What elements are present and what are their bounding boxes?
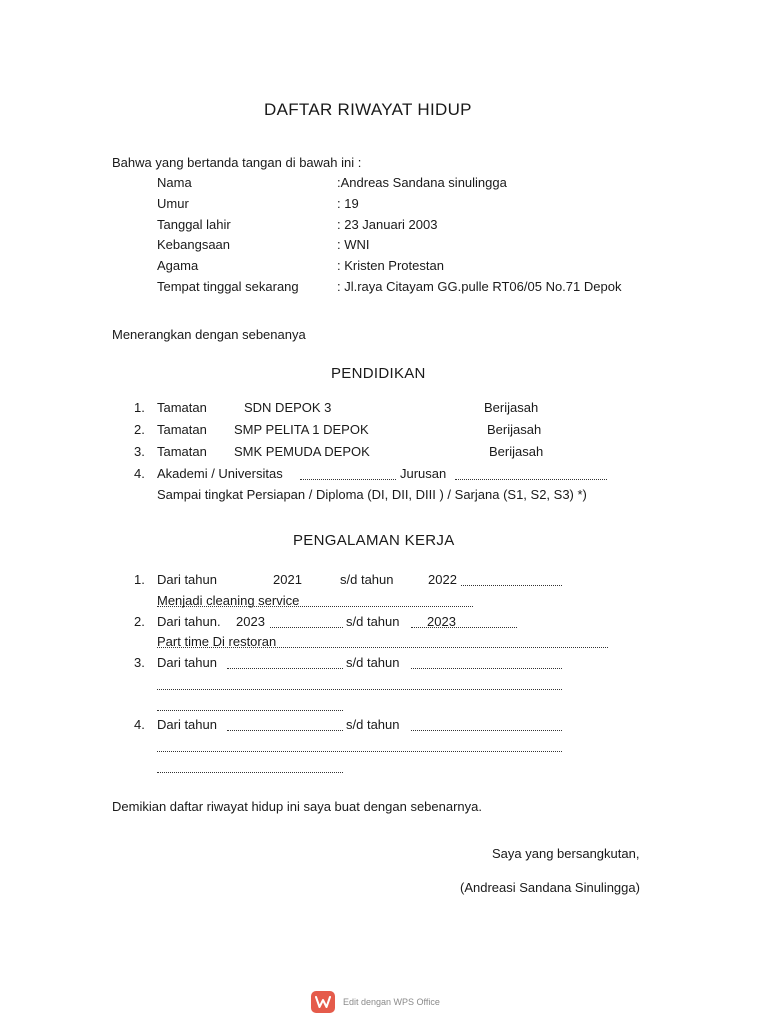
- education-label: Tamatan: [157, 400, 207, 415]
- education-label: Tamatan: [157, 422, 207, 437]
- education-university-label: Akademi / Universitas: [157, 466, 283, 481]
- education-jurusan-label: Jurusan: [400, 466, 447, 481]
- personal-label-age: Umur: [157, 196, 189, 211]
- work-to-year: 2022: [428, 572, 457, 587]
- education-label: Tamatan: [157, 444, 207, 459]
- work-blank: [270, 627, 343, 628]
- personal-value-age: : 19: [337, 196, 359, 211]
- work-heading: PENGALAMAN KERJA: [293, 532, 455, 549]
- work-description: Part time Di restoran: [157, 634, 277, 649]
- education-status: Berijasah: [484, 400, 539, 415]
- document-title: DAFTAR RIWAYAT HIDUP: [264, 100, 472, 119]
- work-to-label: s/d tahun: [346, 655, 400, 670]
- personal-label-address: Tempat tinggal sekarang: [157, 279, 299, 294]
- signature-name: (Andreasi Sandana Sinulingga): [460, 880, 640, 895]
- education-num: 1.: [134, 400, 145, 415]
- education-num: 4.: [134, 466, 145, 481]
- personal-value-religion: : Kristen Protestan: [337, 258, 444, 273]
- education-num: 2.: [134, 422, 145, 437]
- university-blank: [300, 479, 396, 480]
- work-from-label: Dari tahun: [157, 717, 217, 732]
- work-from-label: Dari tahun: [157, 655, 217, 670]
- work-from-label: Dari tahun: [157, 572, 217, 587]
- work-description: Menjadi cleaning service: [157, 593, 300, 608]
- statement-text: Menerangkan dengan sebenanya: [112, 327, 306, 342]
- work-num: 3.: [134, 655, 145, 670]
- personal-value-birthdate: : 23 Januari 2003: [337, 217, 438, 232]
- work-blank: [411, 668, 562, 669]
- wps-watermark[interactable]: [311, 991, 440, 1013]
- work-blank: [157, 710, 343, 711]
- education-heading: PENDIDIKAN: [331, 365, 426, 382]
- education-school: SMP PELITA 1 DEPOK: [234, 422, 369, 437]
- work-from-year: 2023: [236, 614, 265, 629]
- wps-logo-icon: [311, 991, 335, 1013]
- work-to-label: s/d tahun: [340, 572, 394, 587]
- personal-value-nationality: : WNI: [337, 237, 370, 252]
- education-school: SMK PEMUDA DEPOK: [234, 444, 370, 459]
- education-status: Berijasah: [489, 444, 544, 459]
- work-blank: [157, 772, 343, 773]
- personal-label-name: Nama: [157, 175, 192, 190]
- education-note: Sampai tingkat Persiapan / Diploma (DI, DII, DIII ) / Sarjana (S1, S2, S3) *): [157, 487, 587, 502]
- work-to-year: 2023: [427, 614, 456, 629]
- work-blank: [157, 647, 608, 648]
- personal-label-religion: Agama: [157, 258, 199, 273]
- wps-watermark-text: Edit dengan WPS Office: [343, 997, 440, 1007]
- personal-value-name: :Andreas Sandana sinulingga: [337, 175, 507, 190]
- education-status: Berijasah: [487, 422, 542, 437]
- signature-line: Saya yang bersangkutan,: [492, 846, 640, 861]
- work-blank: [157, 689, 562, 690]
- personal-label-nationality: Kebangsaan: [157, 237, 231, 252]
- work-from-year: 2021: [273, 572, 302, 587]
- work-blank: [227, 730, 343, 731]
- intro-text: Bahwa yang bertanda tangan di bawah ini :: [112, 155, 362, 170]
- work-num: 4.: [134, 717, 145, 732]
- work-blank: [461, 585, 562, 586]
- work-blank: [157, 751, 562, 752]
- education-school: SDN DEPOK 3: [244, 400, 332, 415]
- work-blank: [411, 730, 562, 731]
- education-num: 3.: [134, 444, 145, 459]
- closing-text: Demikian daftar riwayat hidup ini saya buat dengan sebenarnya.: [112, 799, 483, 814]
- work-num: 2.: [134, 614, 145, 629]
- work-blank: [227, 668, 343, 669]
- jurusan-blank: [455, 479, 607, 480]
- work-to-label: s/d tahun: [346, 717, 400, 732]
- personal-value-address: : Jl.raya Citayam GG.pulle RT06/05 No.71 Depok: [337, 279, 622, 294]
- work-blank: [157, 606, 473, 607]
- work-from-label: Dari tahun.: [157, 614, 221, 629]
- work-num: 1.: [134, 572, 145, 587]
- personal-label-birthdate: Tanggal lahir: [157, 217, 231, 232]
- work-to-label: s/d tahun: [346, 614, 400, 629]
